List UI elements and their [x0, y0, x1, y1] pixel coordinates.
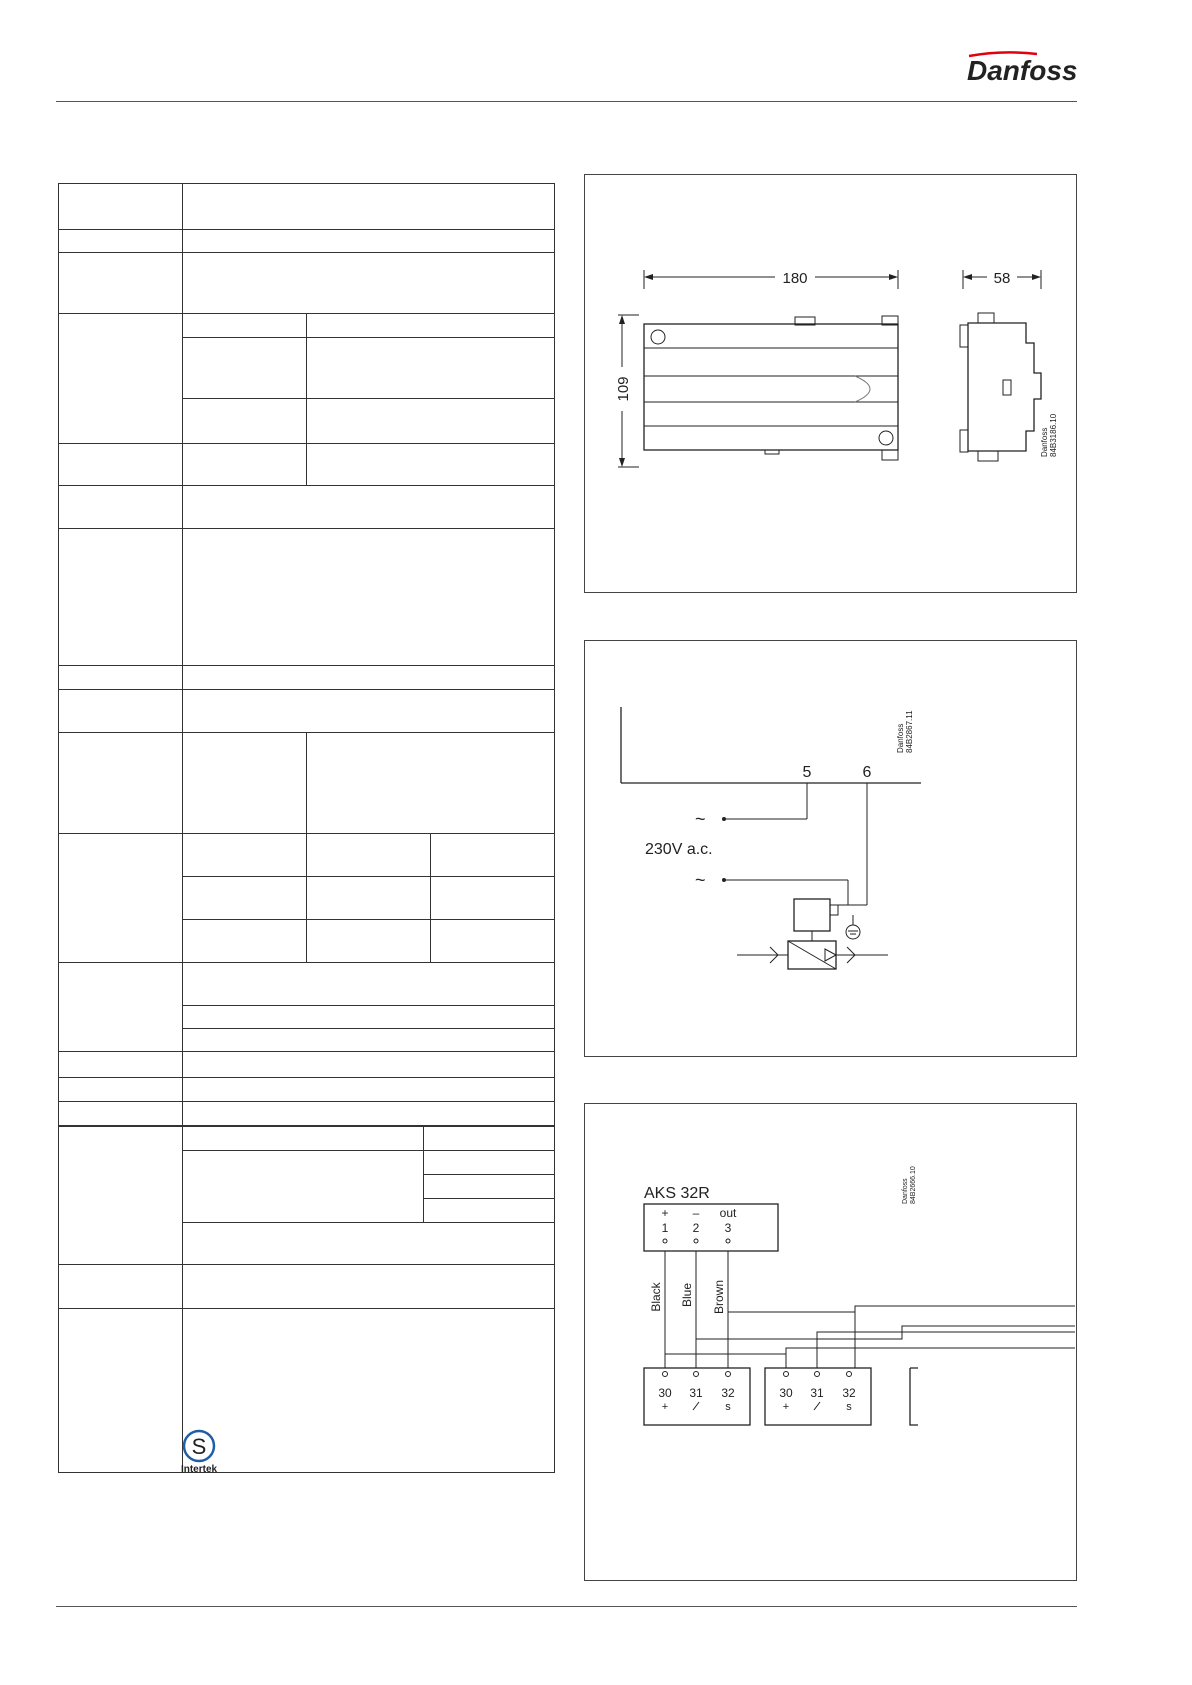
- table-cell: [183, 1006, 555, 1029]
- table-cell: [183, 877, 307, 920]
- terminal-30: 30: [658, 1386, 672, 1400]
- table-cell: [59, 1052, 183, 1078]
- table-cell: [183, 314, 307, 338]
- pin-1: 1: [661, 1221, 669, 1235]
- drawing-ref-line1: Danfoss: [896, 723, 905, 753]
- table-cell: [431, 877, 555, 920]
- certification-mark-letter: S: [191, 1434, 207, 1459]
- table-cell: [183, 834, 307, 877]
- height-dimension-label: 109: [615, 376, 632, 402]
- table-cell: [183, 529, 555, 666]
- table-cell: [183, 1052, 555, 1078]
- table-cell: [183, 486, 555, 529]
- table-cell: [307, 877, 431, 920]
- table-cell: [183, 399, 307, 444]
- table-cell: [183, 1102, 555, 1126]
- sign-out: out: [719, 1206, 737, 1220]
- supply-voltage-label: 230V a.c.: [645, 841, 713, 858]
- table-cell: [183, 184, 555, 230]
- terminal-31: 31: [689, 1386, 703, 1400]
- table-cell: [183, 230, 555, 253]
- table-cell: [59, 1127, 183, 1265]
- table-cell: [307, 314, 555, 338]
- table-cell: [59, 1102, 183, 1126]
- terminal-32: 32: [842, 1386, 856, 1400]
- table-cell: [59, 444, 183, 486]
- table-cell: [59, 1265, 183, 1309]
- table-cell: [183, 920, 307, 963]
- table-cell: [183, 963, 555, 1006]
- table-cell: [183, 444, 307, 486]
- terminal-sign-s: s: [725, 1401, 731, 1413]
- terminal-sign-s: s: [846, 1401, 852, 1413]
- width-dimension-label: 180: [782, 270, 808, 287]
- drawing-ref-line1: Danfoss: [1040, 427, 1049, 457]
- table-cell: [183, 690, 555, 733]
- ac-symbol-top: ~: [695, 809, 706, 829]
- transmitter-title: AKS 32R: [644, 1185, 710, 1202]
- terminal-sign-plus: +: [661, 1401, 669, 1413]
- table-cell: [59, 834, 183, 963]
- table-cell: [59, 529, 183, 666]
- table-cell: [183, 1151, 424, 1223]
- pin-2: 2: [692, 1221, 700, 1235]
- table-cell: [59, 733, 183, 834]
- table-cell: [59, 690, 183, 733]
- drawing-ref-line1: Danfoss: [902, 1178, 909, 1204]
- table-cell: [183, 1265, 555, 1309]
- table-cell: [59, 1078, 183, 1102]
- table-cell: [424, 1127, 555, 1151]
- drawing-ref-line2: 84B2867.11: [905, 710, 914, 753]
- table-cell: [183, 1029, 555, 1052]
- terminal-32: 32: [721, 1386, 735, 1400]
- footer-rule: [56, 1606, 1077, 1607]
- specification-table-lower: [58, 1126, 555, 1473]
- table-cell: [183, 1223, 555, 1265]
- table-cell: [307, 733, 555, 834]
- table-cell: [307, 338, 555, 399]
- terminal-31: 31: [810, 1386, 824, 1400]
- terminal-6-label: 6: [862, 764, 872, 781]
- table-cell: [183, 1078, 555, 1102]
- sign-minus: –: [692, 1206, 700, 1220]
- depth-dimension-label: 58: [993, 270, 1011, 287]
- header-rule: [56, 101, 1077, 102]
- intertek-certification-mark: [173, 1428, 225, 1476]
- table-cell: [59, 666, 183, 690]
- terminal-30: 30: [779, 1386, 793, 1400]
- wire-black-label: Black: [649, 1282, 663, 1312]
- dimensions-panel: [584, 174, 1077, 593]
- pin-3: 3: [724, 1221, 732, 1235]
- table-cell: [183, 253, 555, 314]
- danfoss-logo: [963, 46, 1083, 90]
- table-cell: [424, 1175, 555, 1199]
- logo-wordmark: Danfoss: [967, 55, 1078, 86]
- terminal-sign-plus: +: [782, 1401, 790, 1413]
- drawing-ref-line2: 84B2666.10: [910, 1166, 917, 1204]
- specification-table: [58, 183, 555, 1126]
- table-cell: [59, 230, 183, 253]
- wire-blue-label: Blue: [680, 1282, 694, 1308]
- valve-connection-panel: [584, 640, 1077, 1057]
- table-cell: [183, 666, 555, 690]
- drawing-ref-line2: 84B3186.10: [1049, 413, 1058, 457]
- table-cell: [183, 733, 307, 834]
- table-cell: [431, 920, 555, 963]
- table-cell: [307, 834, 431, 877]
- table-cell: [307, 399, 555, 444]
- table-cell: [59, 314, 183, 444]
- ac-symbol-bottom: ~: [695, 870, 706, 890]
- table-cell: [59, 184, 183, 230]
- pressure-transmitter-panel: [584, 1103, 1077, 1581]
- wire-brown-label: Brown: [712, 1279, 726, 1315]
- terminal-5-label: 5: [802, 764, 812, 781]
- table-cell: [424, 1199, 555, 1223]
- table-cell: [183, 1127, 424, 1151]
- table-cell: [307, 444, 555, 486]
- table-cell: [59, 963, 183, 1052]
- table-cell: [59, 1309, 183, 1473]
- table-cell: [59, 253, 183, 314]
- table-cell: [59, 486, 183, 529]
- certification-label: Intertek: [180, 1464, 218, 1475]
- table-cell: [180, 1309, 555, 1475]
- table-cell: [183, 338, 307, 399]
- table-cell: [431, 834, 555, 877]
- table-cell: [307, 920, 431, 963]
- sign-plus: +: [661, 1206, 669, 1220]
- table-cell: [424, 1151, 555, 1175]
